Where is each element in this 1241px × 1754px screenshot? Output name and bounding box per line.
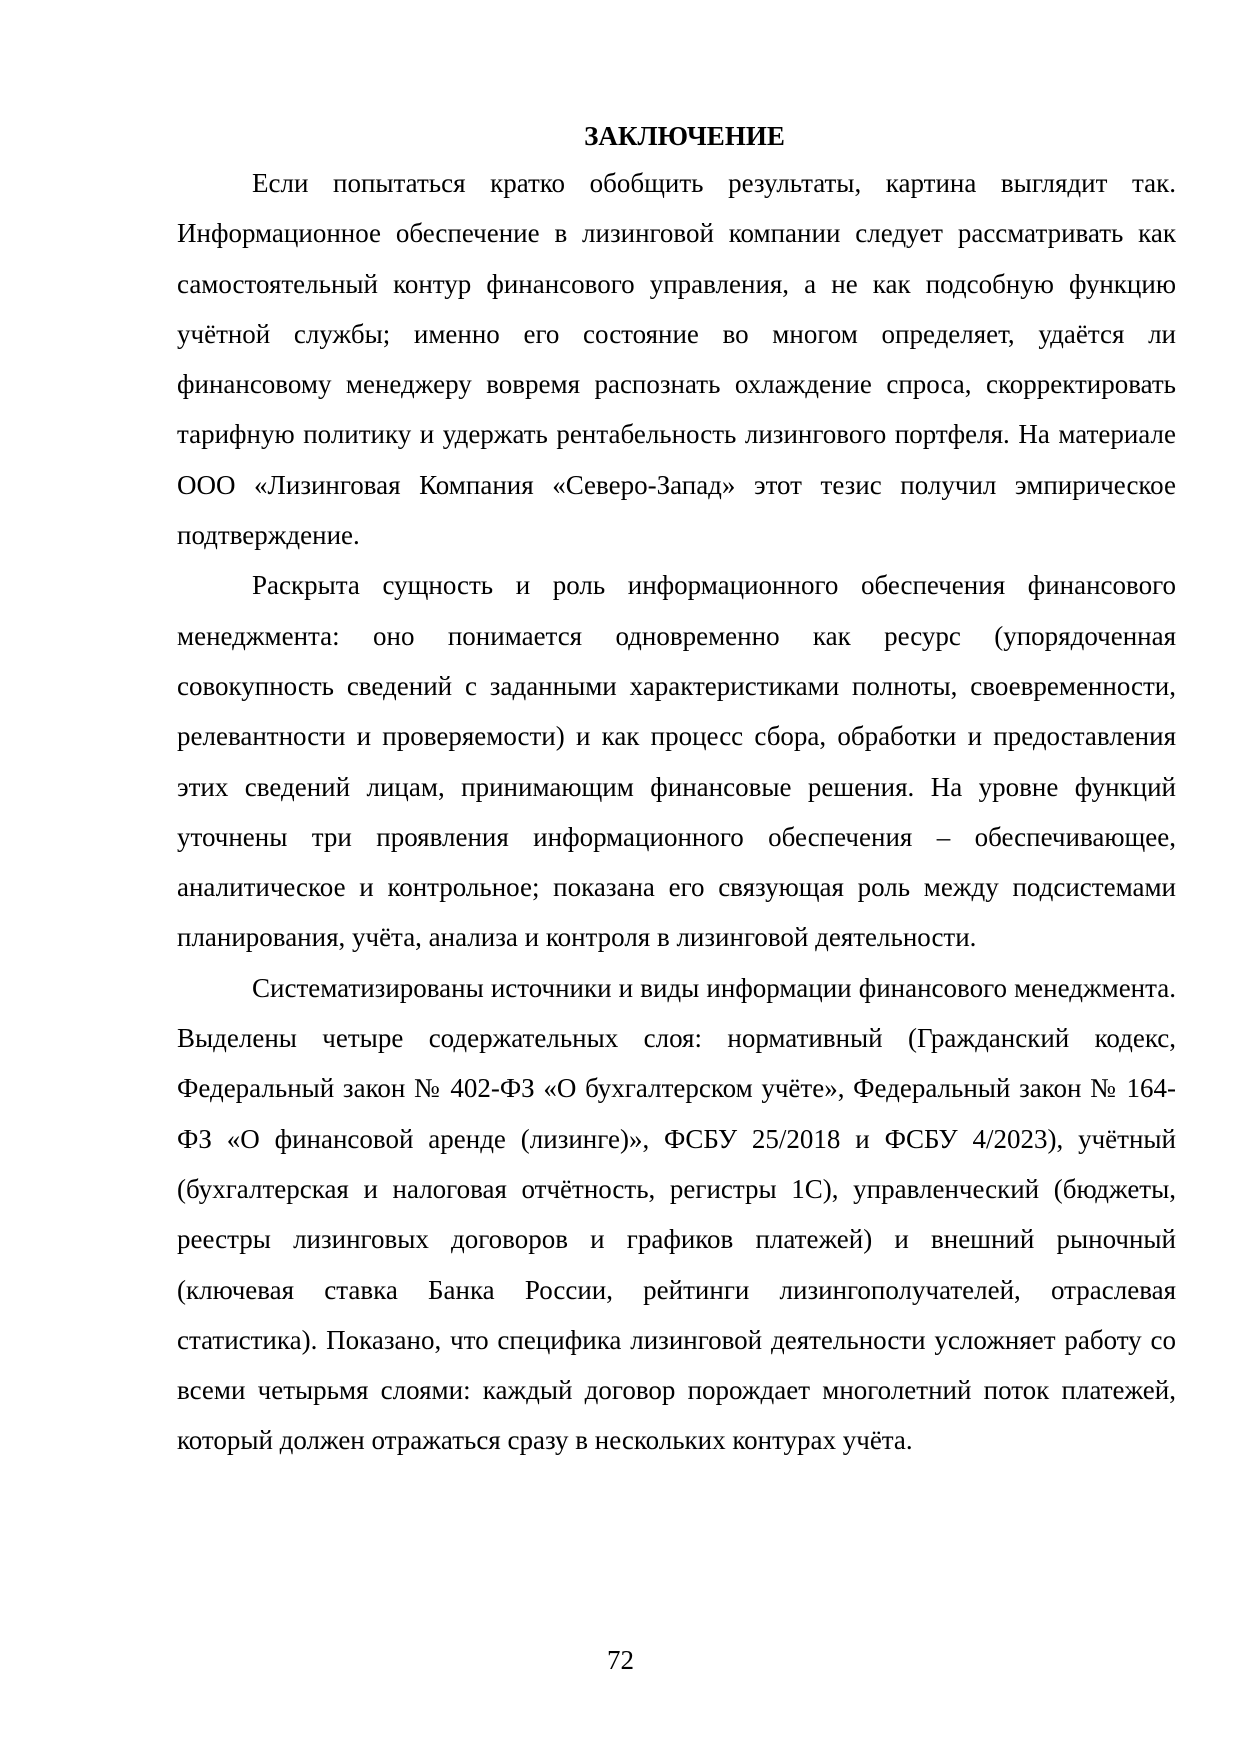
page-number: 72 [607,1645,634,1675]
page-number-container [0,1644,1241,1676]
paragraph-3: Систематизированы источники и виды информации финансового менеджмента. Выделены четыре содержательных слоя: нормативный (Гражданский кодекс, Федеральный закон № 402-ФЗ «О бухгалтерском учёте», Федеральный закон № 164-ФЗ «О финансовой аренде (лизинге)», ФСБУ 25/2018 и ФСБУ 4/2023), учётный (бухгалтерская и налоговая отчётность, регистры 1С), управленческий (бюджеты, реестры лизинговых договоров и графиков платежей) и внешний рыночный (ключевая ставка Банка России, рейтинги лизингополучателей, отраслевая статистика). Показано, что специфика лизинговой деятельности усложняет работу со всеми четырьмя слоями: каждый договор порождает многолетний поток платежей, который должен отражаться сразу в нескольких контурах учёта. [177,972,1176,1456]
document-body [177,114,1176,1466]
paragraph-1: Если попытаться кратко обобщить результаты, картина выглядит так. Информационное обеспечение в лизинговой компании следует рассматривать как самостоятельный контур финансового управления, а не как подсобную функцию учётной службы; именно его состояние во многом определяет, удаётся ли финансовому менеджеру вовремя распознать охлаждение спроса, скорректировать тарифную политику и удержать рентабельность лизингового портфеля. На материале ООО «Лизинговая Компания «Северо-Запад» этот тезис получил эмпирическое подтверждение. [177,168,1176,551]
section-title: ЗАКЛЮЧЕНИЕ [584,121,785,151]
paragraph-2: Раскрыта сущность и роль информационного обеспечения финансового менеджмента: оно понимается одновременно как ресурс (упорядоченная совокупность сведений с заданными характеристиками полноты, своевременности, релевантности и проверяемости) и как процесс сбора, обработки и предоставления этих сведений лицам, принимающим финансовые решения. На уровне функций уточнены три проявления информационного обеспечения – обеспечивающее, аналитическое и контрольное; показана его связующая роль между подсистемами планирования, учёта, анализа и контроля в лизинговой деятельности. [177,570,1176,953]
